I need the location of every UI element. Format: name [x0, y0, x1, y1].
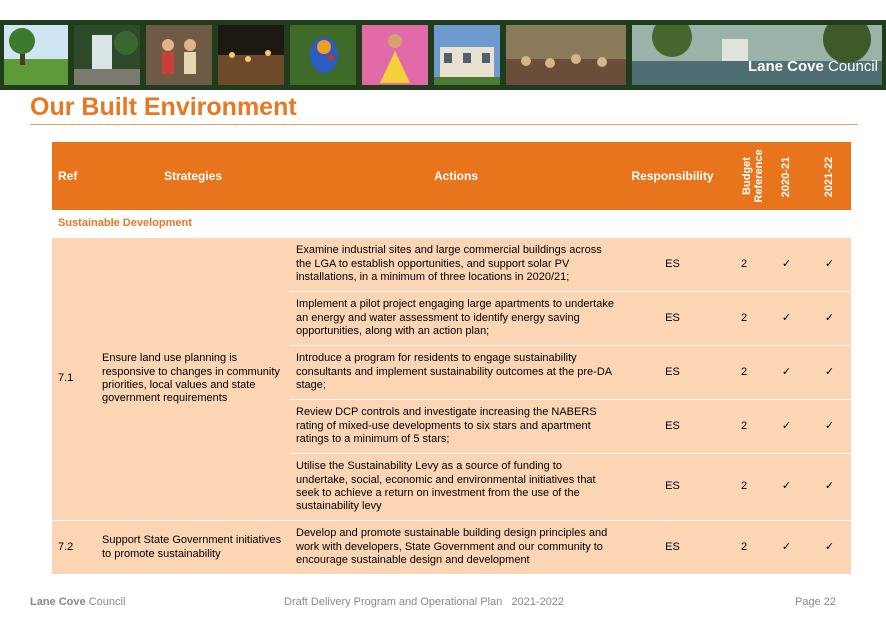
- street-night-photo: [218, 25, 284, 85]
- creek-photo: [74, 25, 140, 85]
- budget-cell: 2: [723, 454, 765, 521]
- header-banner: [0, 20, 886, 90]
- check-icon: ✓: [765, 521, 808, 575]
- footer-page-number: Page 22: [795, 596, 836, 608]
- budget-cell: 2: [723, 400, 765, 454]
- council-logo-text: Lane Cove Council: [747, 58, 878, 75]
- park-photo: [4, 25, 68, 85]
- action-cell: Implement a pilot project engaging large apartments to undertake an energy and water assessment to identify energy saving opportunities, along with an action plan;: [290, 292, 622, 346]
- title-divider: [30, 124, 858, 125]
- check-icon: ✓: [765, 292, 808, 346]
- responsibility-cell: ES: [622, 521, 723, 575]
- col-header-2021-22: 2021-22: [808, 142, 851, 210]
- budget-cell: 2: [723, 346, 765, 400]
- check-icon: ✓: [808, 400, 851, 454]
- budget-cell: 2: [723, 292, 765, 346]
- check-icon: ✓: [808, 238, 851, 292]
- page-title: Our Built Environment: [30, 93, 297, 121]
- budget-cell: 2: [723, 521, 765, 575]
- responsibility-cell: ES: [622, 454, 723, 521]
- dancers-photo: [146, 25, 212, 85]
- waterfront-photo: [632, 25, 882, 85]
- col-header-budget-reference: Budget Reference: [723, 142, 765, 210]
- action-cell: Examine industrial sites and large commercial buildings across the LGA to establish opportunities, and support solar PV installations, in a minimum of three locations in 2020/21;: [290, 238, 622, 292]
- check-icon: ✓: [765, 346, 808, 400]
- check-icon: ✓: [808, 521, 851, 575]
- check-icon: ✓: [765, 238, 808, 292]
- check-icon: ✓: [765, 400, 808, 454]
- col-header-strategies: Strategies: [96, 142, 290, 210]
- col-header-ref: Ref: [52, 142, 96, 210]
- building-photo: [434, 25, 500, 85]
- parrot-photo: [290, 25, 356, 85]
- responsibility-cell: ES: [622, 400, 723, 454]
- action-cell: Introduce a program for residents to engage sustainability consultants and implement sustainability outcomes at the pre-DA stage;: [290, 346, 622, 400]
- check-icon: ✓: [808, 454, 851, 521]
- col-header-actions: Actions: [290, 142, 622, 210]
- footer-org: Lane Cove Council: [30, 596, 126, 608]
- table-row: [52, 521, 851, 575]
- responsibility-cell: ES: [622, 238, 723, 292]
- table-header-row: [52, 142, 851, 210]
- footer-document: Draft Delivery Program and Operational Plan 2021-2022: [284, 596, 565, 608]
- ref-cell: 7.1: [52, 238, 96, 521]
- section-row: [52, 210, 851, 238]
- section-title: Sustainable Development: [52, 210, 851, 238]
- budget-cell: 2: [723, 238, 765, 292]
- strategy-table: [52, 142, 851, 575]
- action-cell: Utilise the Sustainability Levy as a source of funding to undertake, social, economic and environmental initiatives that seek to achieve a return on investment from the use of the sustainability levy: [290, 454, 622, 521]
- col-header-responsibility: Responsibility: [622, 142, 723, 210]
- table-row: [52, 238, 851, 292]
- performer-photo: [362, 25, 428, 85]
- col-header-2020-21: 2020-21: [765, 142, 808, 210]
- check-icon: ✓: [808, 292, 851, 346]
- check-icon: ✓: [808, 346, 851, 400]
- responsibility-cell: ES: [622, 292, 723, 346]
- action-cell: Develop and promote sustainable building design principles and work with developers, State Government and our community to encourage sustainable design and development: [290, 521, 622, 575]
- action-cell: Review DCP controls and investigate increasing the NABERS rating of mixed-use developments to six stars and apartment ratings to a minimum of 5 stars;: [290, 400, 622, 454]
- strategy-cell: Support State Government initiatives to promote sustainability: [96, 521, 290, 575]
- ref-cell: 7.2: [52, 521, 96, 575]
- check-icon: ✓: [765, 454, 808, 521]
- crowd-photo: [506, 25, 626, 85]
- responsibility-cell: ES: [622, 346, 723, 400]
- strategy-cell: Ensure land use planning is responsive to changes in community priorities, local values and state government requirements: [96, 238, 290, 521]
